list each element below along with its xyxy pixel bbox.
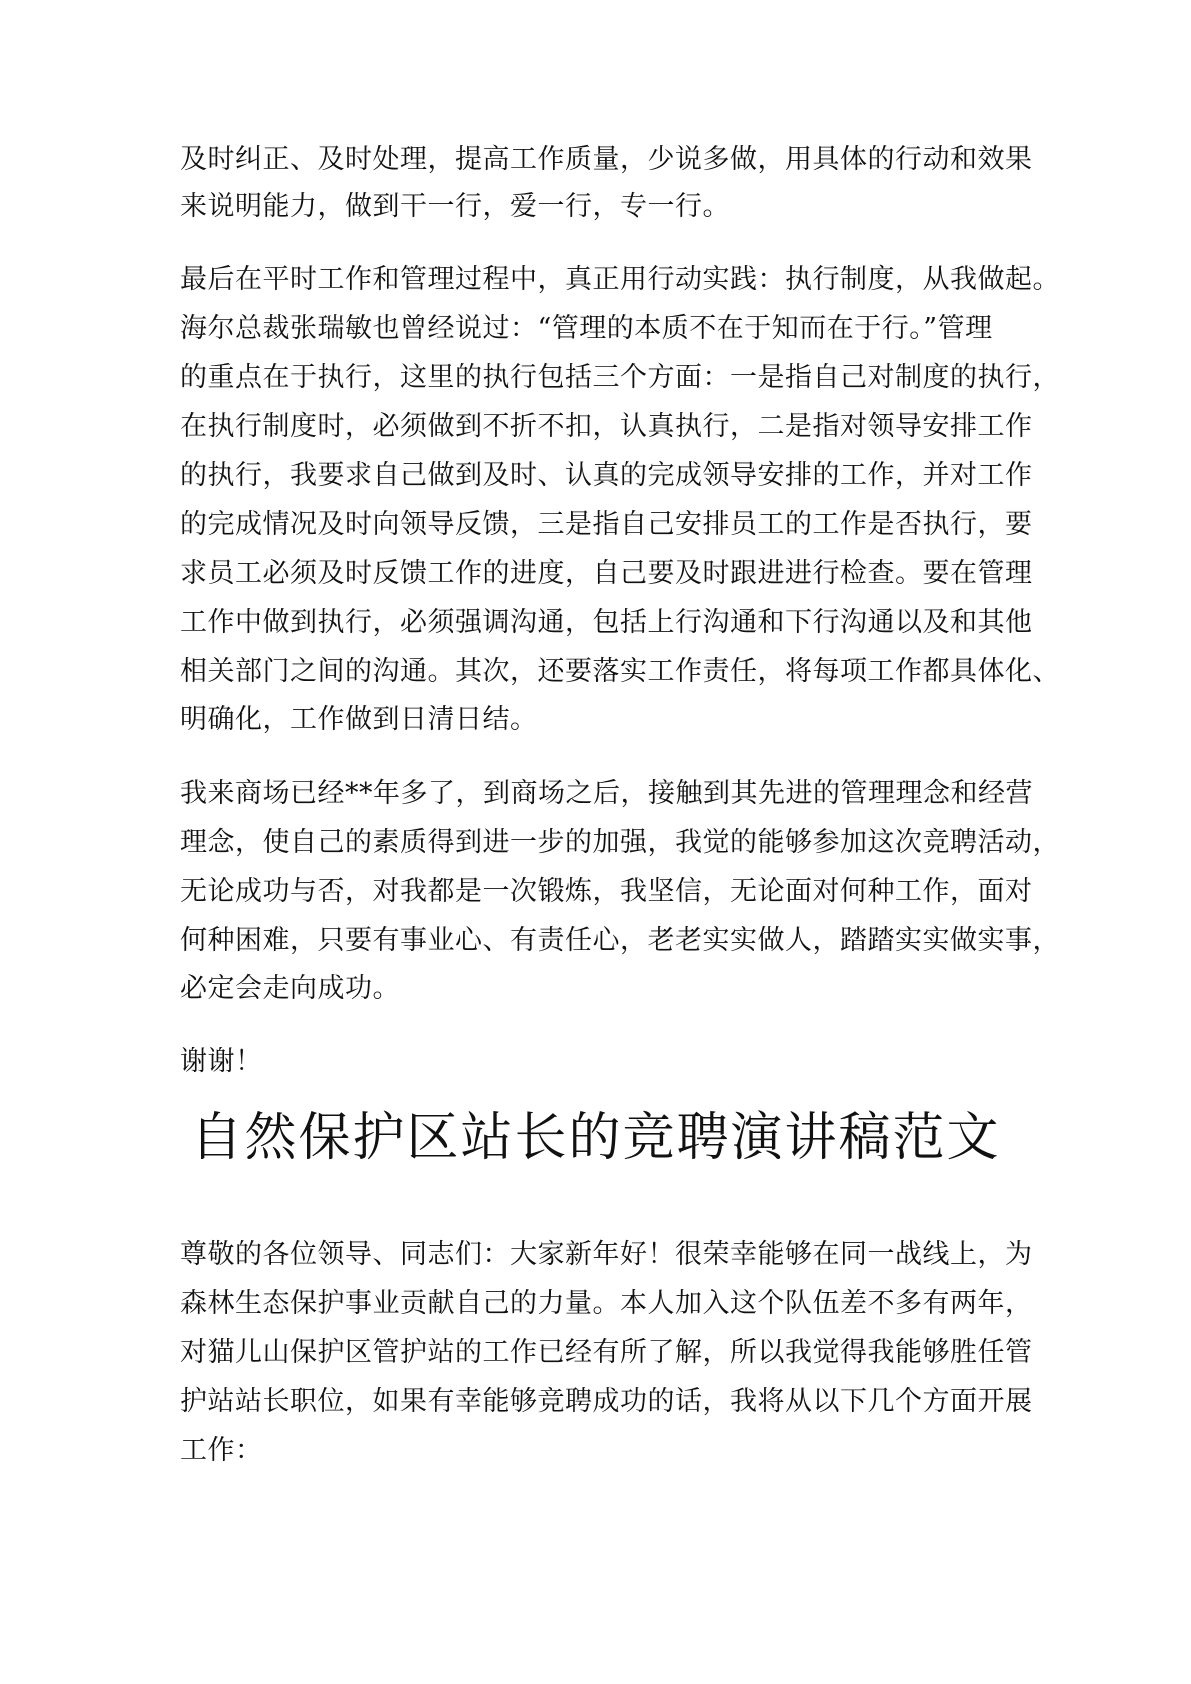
paragraph-3-line-2: 理念，使自己的素质得到进一步的加强，我觉的能够参加这次竞聘活动， bbox=[180, 827, 1060, 858]
document-title: 自然保护区站长的竞聘演讲稿范文 bbox=[190, 1108, 1001, 1168]
paragraph-3-line-4: 何种困难，只要有事业心、有责任心，老老实实做人，踏踏实实做实事， bbox=[180, 925, 1060, 956]
paragraph-3-line-3: 无论成功与否，对我都是一次锻炼，我坚信，无论面对何种工作，面对 bbox=[180, 876, 1033, 907]
paragraph-1-line-2: 来说明能力，做到干一行，爱一行，专一行。 bbox=[180, 191, 730, 222]
paragraph-2-line-2: 海尔总裁张瑞敏也曾经说过：“管理的本质不在于知而在于行。”管理 bbox=[180, 313, 993, 344]
paragraph-2-line-1: 最后在平时工作和管理过程中，真正用行动实践：执行制度，从我做起。 bbox=[180, 264, 1060, 295]
paragraph-2-line-8: 工作中做到执行，必须强调沟通，包括上行沟通和下行沟通以及和其他 bbox=[180, 607, 1033, 638]
paragraph-2-line-7: 求员工必须及时反馈工作的进度，自己要及时跟进进行检查。要在管理 bbox=[180, 558, 1033, 589]
paragraph-4-line-4: 护站站长职位，如果有幸能够竞聘成功的话，我将从以下几个方面开展 bbox=[180, 1386, 1033, 1417]
paragraph-3-line-5: 必定会走向成功。 bbox=[180, 973, 400, 1004]
paragraph-2-line-10: 明确化，工作做到日清日结。 bbox=[180, 704, 538, 735]
paragraph-2-line-5: 的执行，我要求自己做到及时、认真的完成领导安排的工作，并对工作 bbox=[180, 460, 1033, 491]
paragraph-4-line-2: 森林生态保护事业贡献自己的力量。本人加入这个队伍差不多有两年， bbox=[180, 1288, 1033, 1319]
paragraph-2-line-4: 在执行制度时，必须做到不折不扣，认真执行，二是指对领导安排工作 bbox=[180, 411, 1033, 442]
paragraph-2-line-9: 相关部门之间的沟通。其次，还要落实工作责任，将每项工作都具体化、 bbox=[180, 656, 1060, 687]
paragraph-2-line-6: 的完成情况及时向领导反馈，三是指自己安排员工的工作是否执行，要 bbox=[180, 509, 1033, 540]
paragraph-4-line-1: 尊敬的各位领导、同志们：大家新年好！很荣幸能够在同一战线上，为 bbox=[180, 1239, 1033, 1270]
closing-text: 谢谢！ bbox=[180, 1046, 263, 1077]
paragraph-3-line-1: 我来商场已经**年多了，到商场之后，接触到其先进的管理理念和经营 bbox=[180, 778, 1033, 809]
paragraph-4-line-5: 工作： bbox=[180, 1435, 263, 1466]
paragraph-1-line-1: 及时纠正、及时处理，提高工作质量，少说多做，用具体的行动和效果 bbox=[180, 144, 1033, 175]
paragraph-2-line-3: 的重点在于执行，这里的执行包括三个方面：一是指自己对制度的执行， bbox=[180, 362, 1060, 393]
paragraph-4-line-3: 对猫儿山保护区管护站的工作已经有所了解，所以我觉得我能够胜任管 bbox=[180, 1337, 1033, 1368]
